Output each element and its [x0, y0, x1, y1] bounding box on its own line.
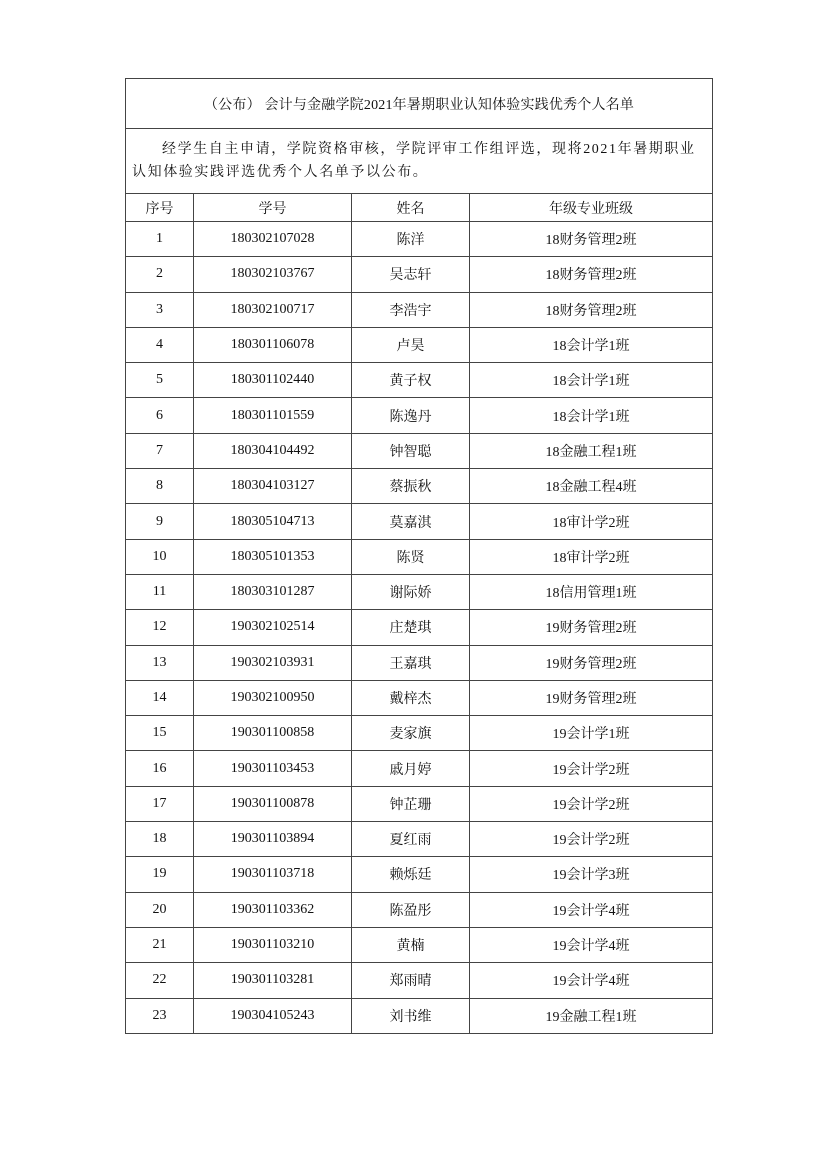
- cell-index: 15: [126, 716, 194, 751]
- cell-name: 谢际娇: [352, 574, 470, 609]
- cell-name: 戚月婷: [352, 751, 470, 786]
- table-row: [126, 751, 713, 786]
- cell-student-id: 190301100878: [194, 786, 352, 821]
- cell-student-id: 190302102514: [194, 610, 352, 645]
- cell-index: 2: [126, 257, 194, 292]
- cell-index: 9: [126, 504, 194, 539]
- cell-student-id: 190301100858: [194, 716, 352, 751]
- cell-class: 19会计学4班: [470, 963, 713, 998]
- cell-student-id: 180302100717: [194, 292, 352, 327]
- cell-class: 19金融工程1班: [470, 998, 713, 1033]
- table-row: [126, 469, 713, 504]
- cell-index: 21: [126, 927, 194, 962]
- table-row: [126, 998, 713, 1033]
- column-header-name: 姓名: [352, 194, 470, 222]
- cell-index: 19: [126, 857, 194, 892]
- cell-class: 18财务管理2班: [470, 292, 713, 327]
- cell-student-id: 180301101559: [194, 398, 352, 433]
- table-row: [126, 539, 713, 574]
- cell-name: 刘书维: [352, 998, 470, 1033]
- cell-index: 10: [126, 539, 194, 574]
- award-table: [125, 78, 713, 1034]
- cell-class: 18会计学1班: [470, 363, 713, 398]
- column-header-student-id: 学号: [194, 194, 352, 222]
- cell-class: 18金融工程1班: [470, 433, 713, 468]
- table-row: [126, 292, 713, 327]
- cell-index: 13: [126, 645, 194, 680]
- cell-student-id: 190301103453: [194, 751, 352, 786]
- cell-index: 22: [126, 963, 194, 998]
- table-row: [126, 363, 713, 398]
- cell-index: 3: [126, 292, 194, 327]
- cell-class: 19会计学1班: [470, 716, 713, 751]
- cell-class: 19会计学2班: [470, 751, 713, 786]
- cell-index: 1: [126, 222, 194, 257]
- cell-class: 19会计学4班: [470, 927, 713, 962]
- cell-class: 18会计学1班: [470, 327, 713, 362]
- table-row: [126, 786, 713, 821]
- title-row: [126, 79, 713, 129]
- cell-student-id: 180303101287: [194, 574, 352, 609]
- table-row: [126, 504, 713, 539]
- cell-index: 17: [126, 786, 194, 821]
- cell-index: 23: [126, 998, 194, 1033]
- cell-name: 庄楚琪: [352, 610, 470, 645]
- table-row: [126, 645, 713, 680]
- cell-student-id: 180302107028: [194, 222, 352, 257]
- cell-index: 14: [126, 680, 194, 715]
- cell-index: 8: [126, 469, 194, 504]
- table-row: [126, 963, 713, 998]
- cell-name: 陈洋: [352, 222, 470, 257]
- cell-name: 李浩宇: [352, 292, 470, 327]
- cell-class: 18审计学2班: [470, 504, 713, 539]
- cell-class: 19会计学2班: [470, 786, 713, 821]
- cell-student-id: 190301103281: [194, 963, 352, 998]
- cell-index: 5: [126, 363, 194, 398]
- cell-name: 吴志轩: [352, 257, 470, 292]
- cell-name: 钟芷珊: [352, 786, 470, 821]
- cell-name: 夏红雨: [352, 822, 470, 857]
- cell-student-id: 190304105243: [194, 998, 352, 1033]
- cell-class: 18会计学1班: [470, 398, 713, 433]
- cell-name: 莫嘉淇: [352, 504, 470, 539]
- column-header-index: 序号: [126, 194, 194, 222]
- cell-class: 19财务管理2班: [470, 610, 713, 645]
- cell-class: 18金融工程4班: [470, 469, 713, 504]
- cell-index: 6: [126, 398, 194, 433]
- table-row: [126, 822, 713, 857]
- table-row: [126, 680, 713, 715]
- table-row: [126, 716, 713, 751]
- cell-student-id: 180305104713: [194, 504, 352, 539]
- intro-paragraph: [126, 129, 713, 194]
- cell-student-id: 190301103894: [194, 822, 352, 857]
- cell-class: 19会计学2班: [470, 822, 713, 857]
- cell-name: 黄子权: [352, 363, 470, 398]
- cell-name: 王嘉琪: [352, 645, 470, 680]
- cell-student-id: 180301106078: [194, 327, 352, 362]
- cell-class: 19会计学4班: [470, 892, 713, 927]
- table-row: [126, 892, 713, 927]
- cell-student-id: 190301103362: [194, 892, 352, 927]
- cell-index: 12: [126, 610, 194, 645]
- cell-class: 19会计学3班: [470, 857, 713, 892]
- cell-name: 蔡振秋: [352, 469, 470, 504]
- intro-text: 经学生自主申请，学院资格审核，学院评审工作组评选，现将2021年暑期职业认知体验实践评选优秀个人名单予以公布。: [132, 141, 696, 180]
- table-row: [126, 257, 713, 292]
- award-list-sheet: [125, 78, 712, 1034]
- cell-index: 7: [126, 433, 194, 468]
- cell-student-id: 180304103127: [194, 469, 352, 504]
- cell-index: 4: [126, 327, 194, 362]
- cell-name: 黄楠: [352, 927, 470, 962]
- cell-student-id: 190302100950: [194, 680, 352, 715]
- cell-student-id: 190301103718: [194, 857, 352, 892]
- cell-student-id: 180304104492: [194, 433, 352, 468]
- cell-name: 麦家旗: [352, 716, 470, 751]
- table-row: [126, 327, 713, 362]
- cell-student-id: 180302103767: [194, 257, 352, 292]
- table-row: [126, 927, 713, 962]
- page-title: （公布） 会计与金融学院2021年暑期职业认知体验实践优秀个人名单: [126, 79, 713, 129]
- column-header-class: 年级专业班级: [470, 194, 713, 222]
- cell-class: 19财务管理2班: [470, 645, 713, 680]
- cell-name: 陈贤: [352, 539, 470, 574]
- cell-name: 陈盈彤: [352, 892, 470, 927]
- table-row: [126, 610, 713, 645]
- cell-name: 卢昊: [352, 327, 470, 362]
- cell-class: 18财务管理2班: [470, 222, 713, 257]
- cell-student-id: 190301103210: [194, 927, 352, 962]
- cell-student-id: 190302103931: [194, 645, 352, 680]
- cell-name: 戴梓杰: [352, 680, 470, 715]
- cell-class: 18审计学2班: [470, 539, 713, 574]
- cell-class: 18财务管理2班: [470, 257, 713, 292]
- intro-row: [126, 129, 713, 194]
- table-row: [126, 433, 713, 468]
- table-row: [126, 398, 713, 433]
- cell-index: 16: [126, 751, 194, 786]
- cell-class: 19财务管理2班: [470, 680, 713, 715]
- cell-name: 陈逸丹: [352, 398, 470, 433]
- cell-name: 郑雨晴: [352, 963, 470, 998]
- cell-student-id: 180301102440: [194, 363, 352, 398]
- cell-name: 赖烁廷: [352, 857, 470, 892]
- header-row: [126, 194, 713, 222]
- table-row: [126, 222, 713, 257]
- table-row: [126, 857, 713, 892]
- cell-index: 11: [126, 574, 194, 609]
- cell-index: 18: [126, 822, 194, 857]
- cell-class: 18信用管理1班: [470, 574, 713, 609]
- cell-index: 20: [126, 892, 194, 927]
- table-row: [126, 574, 713, 609]
- cell-name: 钟智聪: [352, 433, 470, 468]
- cell-student-id: 180305101353: [194, 539, 352, 574]
